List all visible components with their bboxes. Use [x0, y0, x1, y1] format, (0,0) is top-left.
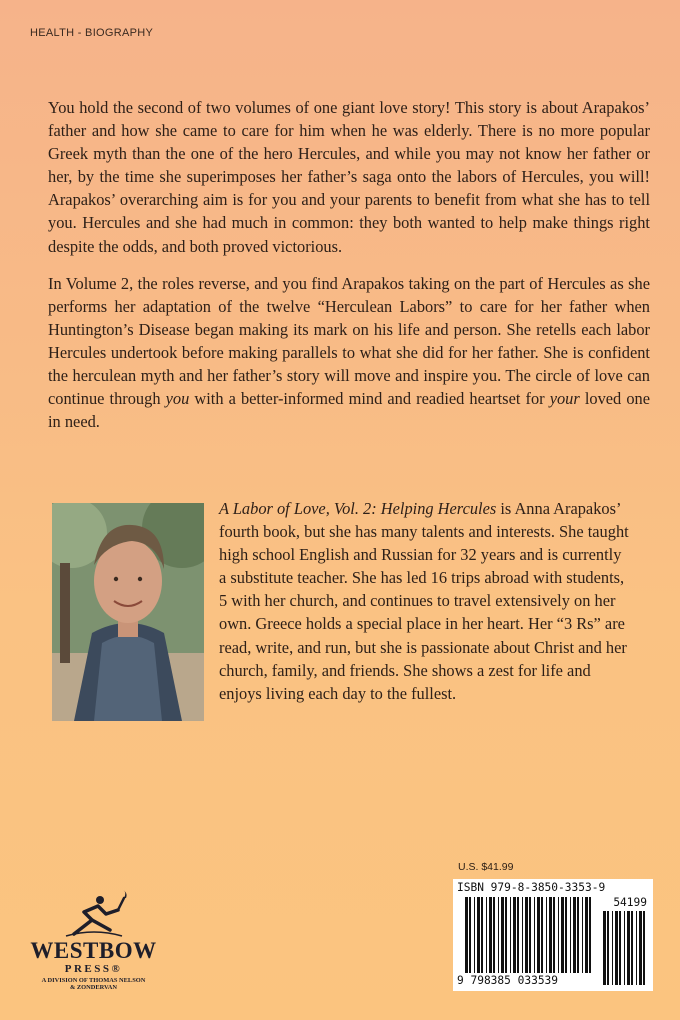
- publisher-division-line-2: & ZONDERVAN: [69, 984, 118, 992]
- price-addon-code: 54199: [613, 896, 647, 909]
- back-cover-blurb: [48, 96, 650, 447]
- isbn-barcode: [453, 879, 653, 991]
- isbn-number: ISBN 979-8-3850-3353-9: [457, 881, 606, 894]
- blurb-paragraph-1: You hold the second of two volumes of one giant love story! This story is about Arapakos’ father and how she came to care for him when he was elderly. There is no more popular Greek myth than the one of the hero Hercules, and while you may not know her father or her, by the time she superimposes her father’s saga onto the labors of Hercules, you will! Arapakos’ overarching aim is for you and your parents to benefit from what she has to tell you. Hercules and she had much in common: they both wanted to help make things right despite the odds, and both proved victorious.: [48, 98, 650, 256]
- runner-torch-icon: [26, 890, 161, 940]
- author-bio: [219, 497, 632, 705]
- blurb-paragraph-2: [48, 272, 650, 434]
- price-label: U.S. $41.99: [458, 861, 514, 873]
- publisher-division-line-1: A DIVISION OF THOMAS NELSON: [41, 977, 146, 984]
- blurb-text: with a better-informed mind and readied heartset for: [189, 389, 550, 409]
- publisher-name: WESTBOW: [30, 938, 157, 963]
- publisher-logo: [26, 890, 161, 1000]
- book-title: A Labor of Love, Vol. 2: Helping Hercules: [219, 499, 497, 518]
- emphasis-you: you: [165, 389, 190, 409]
- emphasis-your: your: [549, 389, 580, 409]
- publisher-division: [26, 977, 161, 992]
- blurb-text: In Volume 2, the roles reverse, and you find Arapakos taking on the part of Hercules as she performs her adaptation of the twelve “Herculean Labors” to care for her father when Huntington’s Disease began making its mark on his life and person. She retells each labor Hercules undertook before making parallels to what she did for her father. She is confident the herculean myth and her father’s story will move and inspire you. The circle of love can continue through: [48, 273, 650, 409]
- author-photo: [52, 503, 204, 721]
- publisher-press: PRESS®: [64, 963, 123, 975]
- blurb-text: loved one in need.: [48, 389, 650, 432]
- ean-digits: 9 798385 033539: [457, 974, 559, 987]
- bio-text: is Anna Arapakos’ fourth book, but she has many talents and interests. She taught high school English and Russian for 32 years and is currently a substitute teacher. She has led 16 trips abroad with students, 5 with her church, and continues to travel extensively on her own. Greece holds a special place in her heart. Her “3 Rs” are read, write, and run, but she is passionate about Christ and her church, family, and friends. She shows a zest for life and enjoys living each day to the fullest.: [219, 499, 629, 703]
- category-label: HEALTH - BIOGRAPHY: [30, 27, 154, 39]
